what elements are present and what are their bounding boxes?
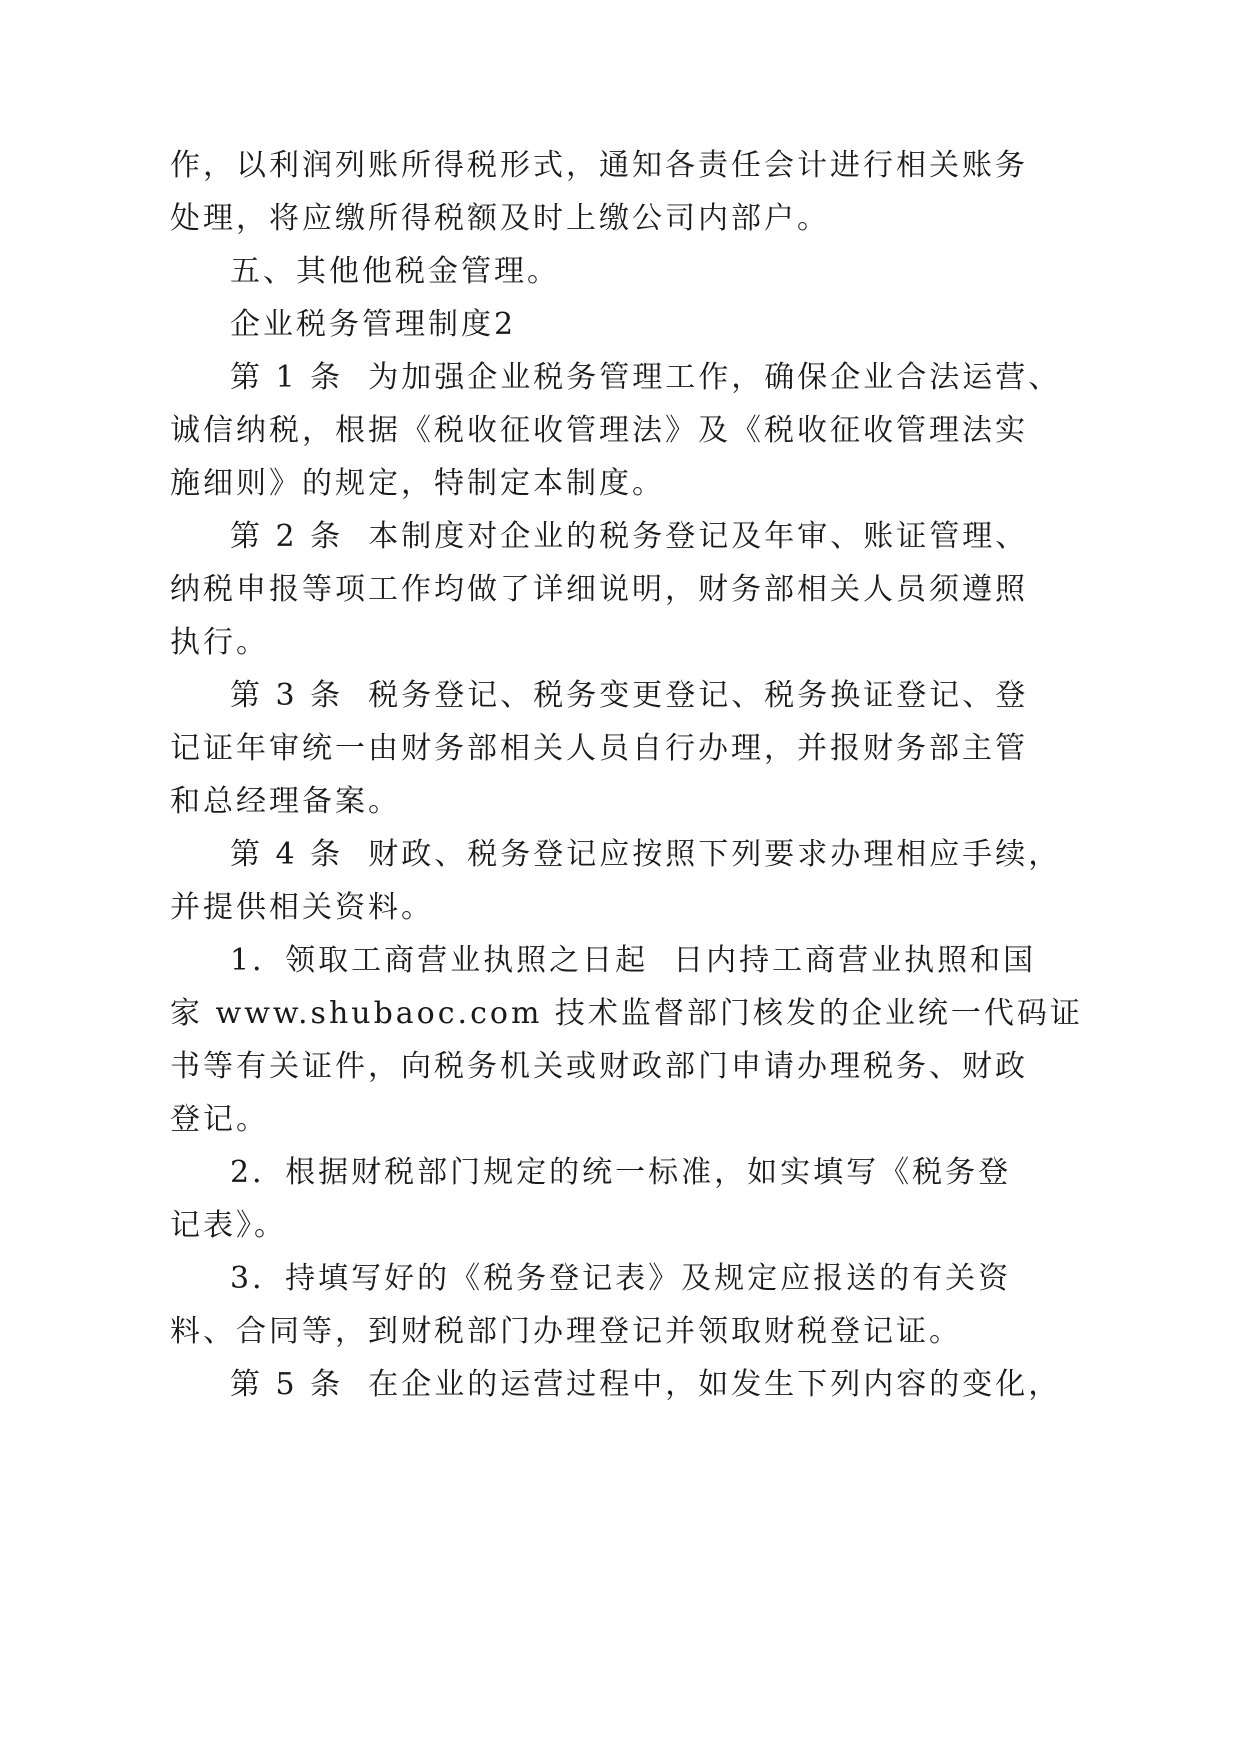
text-line: 和总经理备案。 (170, 784, 401, 819)
text-line: 施细则》的规定，特制定本制度。 (170, 466, 665, 501)
text-line: 诚信纳税，根据《税收征收管理法》及《税收征收管理法实 (170, 413, 1028, 448)
text-line: 作，以利润列账所得税形式，通知各责任会计进行相关账务 (170, 148, 1028, 183)
text-line: 登记。 (170, 1102, 269, 1137)
text-line: 记表》。 (170, 1208, 287, 1243)
text-line: 执行。 (170, 625, 269, 660)
text-line: 3．持填写好的《税务登记表》及规定应报送的有关资 (230, 1261, 1012, 1296)
text-line: 企业税务管理制度2 (230, 307, 517, 342)
text-line: 家 www.shubaoc.com 技术监督部门核发的企业统一代码证 (170, 996, 1083, 1031)
text-line: 第 2 条 本制度对企业的税务登记及年审、账证管理、 (230, 519, 1029, 554)
text-line: 1．领取工商营业执照之日起 日内持工商营业执照和国 (230, 943, 1037, 978)
text-line: 第 4 条 财政、税务登记应按照下列要求办理相应手续， (230, 837, 1062, 872)
text-line: 2．根据财税部门规定的统一标准，如实填写《税务登 (230, 1155, 1012, 1190)
text-line: 第 1 条 为加强企业税务管理工作，确保企业合法运营、 (230, 360, 1062, 395)
text-line: 第 3 条 税务登记、税务变更登记、税务换证登记、登 (230, 678, 1029, 713)
text-line: 记证年审统一由财务部相关人员自行办理，并报财务部主管 (170, 731, 1028, 766)
text-line: 书等有关证件，向税务机关或财政部门申请办理税务、财政 (170, 1049, 1028, 1084)
text-line: 处理，将应缴所得税额及时上缴公司内部户。 (170, 201, 830, 236)
text-line: 并提供相关资料。 (170, 890, 434, 925)
text-line: 五、其他他税金管理。 (230, 254, 560, 289)
text-line: 纳税申报等项工作均做了详细说明，财务部相关人员须遵照 (170, 572, 1028, 607)
text-line: 料、合同等，到财税部门办理登记并领取财税登记证。 (170, 1314, 962, 1349)
text-line: 第 5 条 在企业的运营过程中，如发生下列内容的变化， (230, 1367, 1062, 1402)
